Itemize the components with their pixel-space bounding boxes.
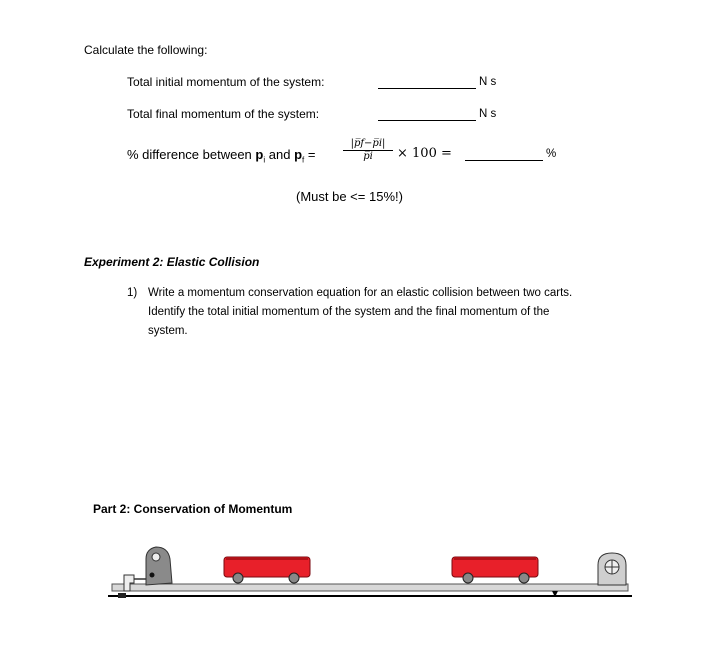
fraction-denominator: p̅i xyxy=(363,151,373,162)
final-momentum-blank[interactable] xyxy=(378,120,476,121)
final-momentum-label: Total final momentum of the system: xyxy=(127,107,320,121)
percent-difference-blank[interactable] xyxy=(465,160,543,161)
cart-1 xyxy=(224,557,310,583)
times-hundred: × 100 = xyxy=(397,146,452,161)
must-be-note: (Must be <= 15%!) xyxy=(296,189,403,204)
percent-unit: % xyxy=(546,148,557,160)
percent-difference-fraction xyxy=(343,138,393,162)
fraction-numerator: |p̅f−p̅i| xyxy=(343,138,393,151)
cart-2 xyxy=(452,557,538,583)
item-number: 1) xyxy=(127,287,138,299)
item-text-line-3: system. xyxy=(148,325,188,337)
experiment-2-heading: Experiment 2: Elastic Collision xyxy=(84,255,260,269)
track-figure xyxy=(100,535,640,605)
initial-momentum-blank[interactable] xyxy=(378,88,476,89)
right-end-stop xyxy=(598,553,626,585)
initial-momentum-label: Total initial momentum of the system: xyxy=(127,75,325,89)
track xyxy=(108,584,632,598)
initial-momentum-unit: N s xyxy=(479,76,497,88)
final-momentum-unit: N s xyxy=(479,108,497,120)
percent-difference-label: % difference between $p_i$ and $p_f$ = xyxy=(127,147,316,165)
part-2-heading: Part 2: Conservation of Momentum xyxy=(93,502,293,516)
item-text-line-1: Write a momentum conservation equation for an elastic collision between two carts. xyxy=(148,287,573,299)
calc-heading: Calculate the following: xyxy=(84,43,208,57)
item-text-line-2: Identify the total initial momentum of the system and the final momentum of the xyxy=(148,306,550,318)
